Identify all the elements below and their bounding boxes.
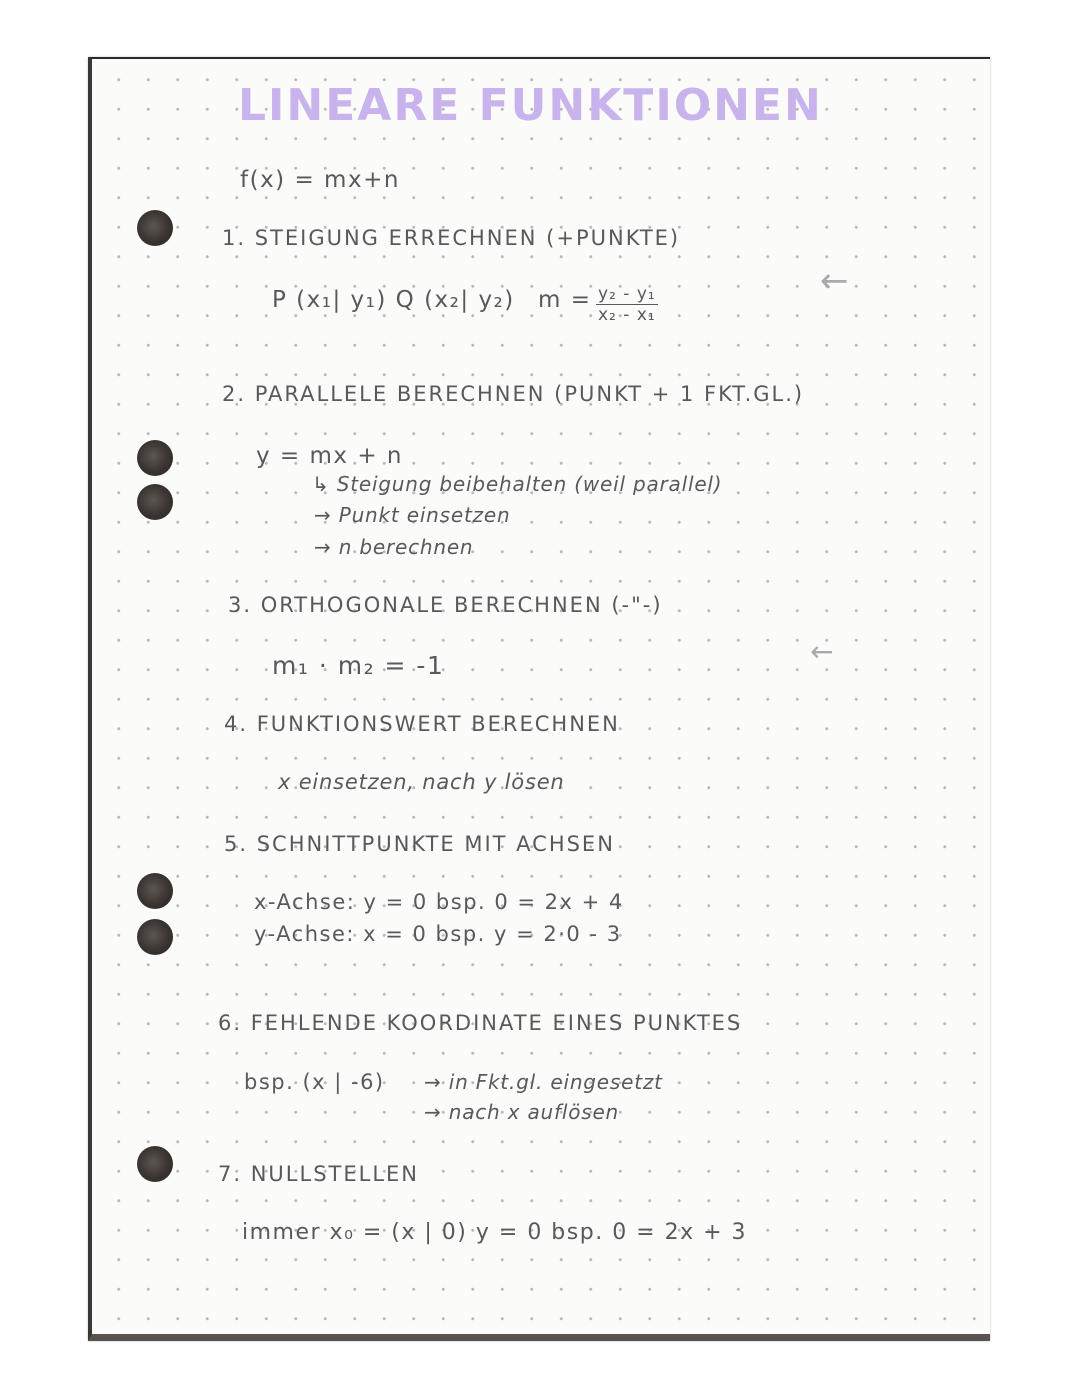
binder-hole-6 bbox=[137, 1146, 173, 1182]
binder-hole-5 bbox=[137, 919, 173, 955]
section-1-heading: 1. STEIGUNG ERRECHNEN (+PUNKTE) bbox=[222, 226, 681, 250]
section-5-y-axis: y-Achse: x = 0 bsp. y = 2·0 - 3 bbox=[254, 922, 622, 946]
section-7-heading: 7. NULLSTELLEN bbox=[218, 1162, 419, 1186]
section-6-step-1: → in Fkt.gl. eingesetzt bbox=[424, 1070, 663, 1094]
section-2-step-2: → Punkt einsetzen bbox=[314, 503, 511, 527]
section-2-formula: y = mx + n bbox=[256, 443, 403, 469]
main-formula: f(x) = mx+n bbox=[240, 167, 400, 193]
slope-numerator: y₂ - y₁ bbox=[598, 284, 656, 304]
binder-hole-2 bbox=[137, 440, 173, 476]
section-3-formula: m₁ · m₂ = -1 bbox=[272, 651, 445, 680]
section-4-note: x einsetzen, nach y lösen bbox=[278, 770, 565, 794]
section-2-step-3: → n berechnen bbox=[314, 535, 474, 559]
margin-arrow-2: ← bbox=[810, 635, 834, 668]
slope-denominator: x₂ - x₁ bbox=[598, 305, 656, 325]
margin-arrow-1: ← bbox=[820, 261, 849, 301]
section-2-step-1: ↳ Steigung beibehalten (weil parallel) bbox=[312, 472, 723, 496]
binder-hole-3 bbox=[137, 484, 173, 520]
binder-hole-1 bbox=[137, 210, 173, 246]
section-2-heading: 2. PARALLELE BERECHNEN (PUNKT + 1 FKT.GL.) bbox=[222, 382, 805, 406]
section-1-points: P (x₁| y₁) Q (x₂| y₂) bbox=[272, 287, 515, 313]
section-6-heading: 6. FEHLENDE KOORDINATE EINES PUNKTES bbox=[218, 1011, 743, 1035]
binder-hole-4 bbox=[137, 873, 173, 909]
section-3-heading: 3. ORTHOGONALE BERECHNEN (-"-) bbox=[228, 593, 663, 617]
section-7-formula: immer x₀ = (x | 0) y = 0 bsp. 0 = 2x + 3 bbox=[242, 1220, 748, 1245]
section-6-example: bsp. (x | -6) bbox=[244, 1070, 385, 1094]
page-title: LINEARE FUNKTIONEN bbox=[238, 80, 823, 131]
section-6-step-2: → nach x auflösen bbox=[424, 1100, 620, 1124]
section-4-heading: 4. FUNKTIONSWERT BERECHNEN bbox=[224, 712, 620, 736]
section-5-x-axis: x-Achse: y = 0 bsp. 0 = 2x + 4 bbox=[254, 890, 624, 914]
section-1-m-label: m = bbox=[538, 287, 592, 313]
section-5-heading: 5. SCHNITTPUNKTE MIT ACHSEN bbox=[224, 832, 615, 856]
section-1-slope-fraction bbox=[596, 284, 658, 325]
